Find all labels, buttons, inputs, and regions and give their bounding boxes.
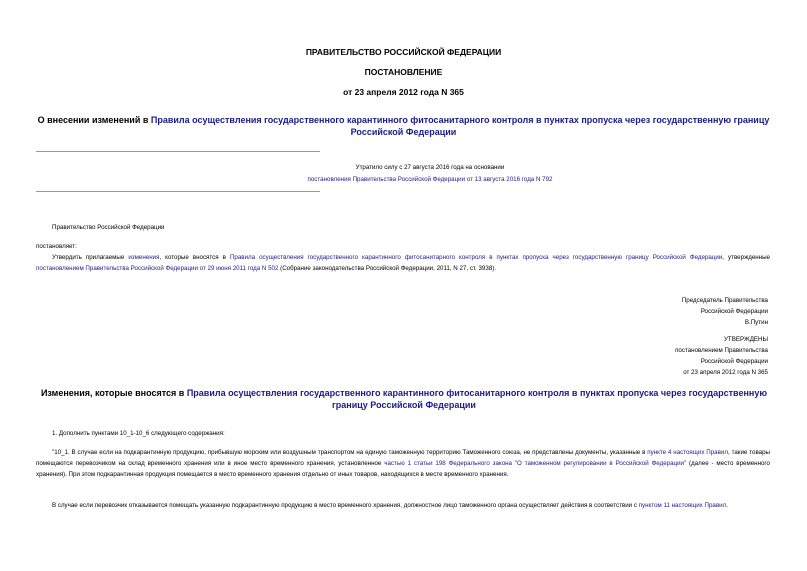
document-type: ПОСТАНОВЛЕНИЕ (364, 67, 443, 77)
point-4-link[interactable]: пункте 4 настоящих Правил (647, 449, 728, 456)
repeal-decree-link[interactable]: постановления Правительства Российской Федерации от 13 августа 2016 года N 792 (307, 176, 553, 183)
approve-text-4: (Собрание законодательства Российской Федерации, 2011, N 27, ст. 3938). (278, 265, 497, 272)
decree-502-link[interactable]: постановлением Правительства Российской Федерации от 29 июня 2011 года N 502 (36, 265, 279, 272)
title-prefix: О внесении изменений в (37, 115, 151, 125)
status-line-1: Утратило силу с 27 августа 2016 года на основании (355, 164, 505, 171)
item-refusal-text-2: . (726, 502, 728, 509)
government-heading: ПРАВИТЕЛЬСТВО РОССИЙСКОЙ ФЕДЕРАЦИИ (305, 47, 502, 57)
changes-link[interactable]: изменения (128, 254, 160, 261)
signature-block (470, 295, 768, 328)
approve-text-3: , утвержденные (722, 254, 770, 261)
item-10-1-text-2: , такие товары помещаются перевозчиком на склад временного хранения или в иное место временного хранения, установленное (36, 449, 770, 467)
decrees-word: постановляет: (36, 243, 77, 250)
status-line-2 (200, 174, 660, 185)
signature-line-2: Российской Федерации (700, 308, 768, 315)
item-refusal-text-1: В случае если перевозчик отказывается помещать указанную подкарантинную продукцию в место временного хранения, должностное лицо таможенного органа осуществляет действия в соответствии с (52, 502, 639, 509)
approve-paragraph (36, 252, 770, 274)
item-refusal (36, 500, 770, 511)
divider-bottom (36, 191, 320, 192)
item-10-1 (36, 447, 770, 480)
approved-line-4: от 23 апреля 2012 года N 365 (683, 369, 768, 376)
item-1: 1. Дополнить пунктами 10_1-10_6 следующего содержания: (52, 430, 225, 437)
document-title (36, 114, 771, 138)
changes-title (40, 387, 768, 411)
divider-top (36, 151, 320, 152)
approved-block (470, 334, 768, 378)
signature-line-1: Председатель Правительства (681, 297, 768, 304)
changes-title-prefix: Изменения, которые вносятся в (40, 388, 187, 398)
approve-text-1: Утвердить прилагаемые (52, 254, 129, 261)
signature-line-3: В.Путин (744, 319, 768, 326)
rules-link-3[interactable]: Правила осуществления государственного карантинного фитосанитарного контроля в пунктах пропуска через государственную границу Российской Федерации (186, 388, 768, 410)
approve-text-2: , которые вносятся в (159, 254, 230, 261)
item-10-1-text-3: (далее - место временного хранения). При этом подкарантинная продукция помещается в место временного хранения отдельно от иных товаров, находящихся в месте временного хранения. (36, 460, 770, 478)
approved-line-2: постановлением Правительства (675, 347, 768, 354)
article-198-link[interactable]: частью 1 статьи 198 Федерального закона "О таможенном регулировании в Российской Федерации" (384, 460, 687, 467)
document-date: от 23 апреля 2012 года N 365 (343, 87, 464, 97)
point-11-link[interactable]: пунктом 11 настоящих Правил (638, 502, 727, 509)
approved-line-3: Российской Федерации (700, 358, 768, 365)
rules-link-2[interactable]: Правила осуществления государственного карантинного фитосанитарного контроля в пунктах пропуска через государственную границу Российской Федерации (229, 254, 723, 261)
approved-line-1: УТВЕРЖДЕНЫ (724, 336, 768, 343)
government-line: Правительство Российской Федерации (52, 224, 165, 231)
item-10-1-text-1: "10_1. В случае если на подкарантинную продукцию, прибывшую морским или воздушным транспортом на единую таможенную территорию Таможенного союза, не представлены документы, указанные в (52, 449, 648, 456)
rules-link[interactable]: Правила осуществления государственного карантинного фитосанитарного контроля в пунктах пропуска через государственную границу Российской Федерации (150, 115, 770, 137)
